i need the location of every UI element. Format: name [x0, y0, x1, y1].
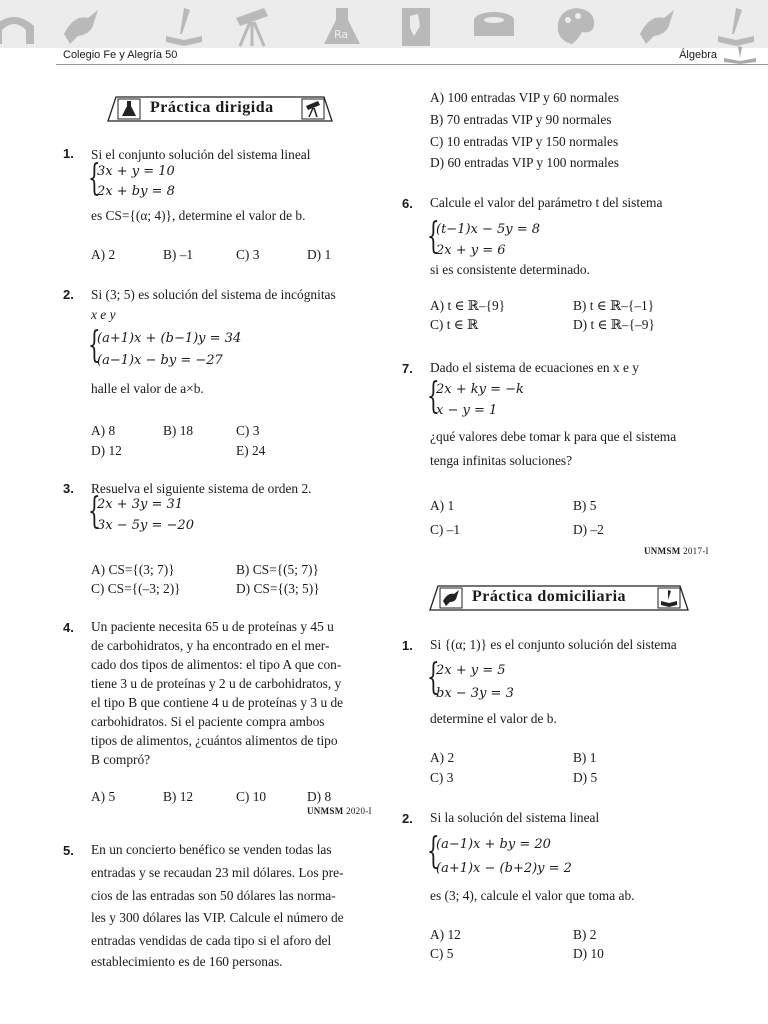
question-number: 2.: [402, 811, 413, 826]
equation-2: bx − 3y = 3: [436, 686, 514, 701]
option-c[interactable]: C) 3: [236, 423, 260, 438]
question-line-2: entradas y se recaudan 23 mil dólares. Los pre-: [91, 865, 344, 880]
option-d[interactable]: D) –2: [573, 522, 604, 537]
question-number: 6.: [402, 196, 413, 211]
option-d[interactable]: D) 8: [307, 789, 332, 804]
telescope-icon: [304, 100, 324, 118]
telescope-icon: [228, 4, 276, 48]
question-tail: si es consistente determinado.: [430, 262, 590, 277]
question-line-3: cios de las entradas son 50 dólares las norma-: [91, 888, 336, 903]
question-number: 3.: [63, 481, 74, 496]
system-brace: {: [427, 831, 440, 872]
option-a[interactable]: A) 12: [430, 927, 461, 942]
question-number: 2.: [63, 287, 74, 302]
stadium-icon: [470, 4, 518, 48]
option-a[interactable]: A) 100 entradas VIP y 60 normales: [430, 90, 619, 105]
subject-name: Álgebra: [679, 49, 717, 61]
equation-1: (a−1)x + by = 20: [436, 837, 551, 852]
system-brace: {: [88, 325, 101, 366]
equation-1: (t−1)x − 5y = 8: [436, 222, 541, 237]
question-tail: halle el valor de a×b.: [91, 381, 204, 396]
system-brace: {: [427, 216, 440, 257]
equation-2: 2x + by = 8: [97, 184, 175, 199]
option-a[interactable]: A) 2: [430, 750, 455, 765]
header-band: [0, 0, 768, 48]
option-b[interactable]: B) 70 entradas VIP y 90 normales: [430, 112, 612, 127]
question-tail: es (3; 4), calcule el valor que toma ab.: [430, 888, 635, 903]
system-brace: {: [88, 158, 101, 199]
equation-1: 3x + y = 10: [97, 164, 175, 179]
option-c[interactable]: C) 10: [236, 789, 267, 804]
question-stem: Dado el sistema de ecuaciones en x e y: [430, 360, 639, 375]
question-line-5: el tipo B que contiene 4 u de proteínas y 3 u de: [91, 695, 344, 710]
option-a[interactable]: A) 2: [91, 247, 116, 262]
question-stem: Si (3; 5) es solución del sistema de incógnitas: [91, 287, 336, 302]
question-line-1: Un paciente necesita 65 u de proteínas y 45 u: [91, 619, 334, 634]
option-c[interactable]: C) 5: [430, 946, 454, 961]
equation-1: 2x + y = 5: [436, 663, 506, 678]
question-number: 7.: [402, 361, 413, 376]
question-stem: Calcule el valor del parámetro t del sistema: [430, 195, 663, 210]
system-brace: {: [427, 657, 440, 698]
option-b[interactable]: B) 12: [163, 789, 194, 804]
option-d[interactable]: D) 10: [573, 946, 604, 961]
question-line-4: les y 300 dólares las VIP. Calcule el número de: [91, 910, 344, 925]
dove-icon: [634, 4, 682, 48]
option-a[interactable]: A) 8: [91, 423, 116, 438]
section-header-dirigida: [106, 94, 334, 124]
section-header-domiciliaria: [428, 583, 690, 613]
question-tail-2: tenga infinitas soluciones?: [430, 453, 573, 468]
dove-icon: [58, 4, 106, 48]
equation-1: 2x + 3y = 31: [97, 497, 184, 512]
book-map-icon: [394, 4, 442, 48]
equation-2: 2x + y = 6: [436, 243, 506, 258]
option-b[interactable]: B) 1: [573, 750, 597, 765]
question-number: 4.: [63, 620, 74, 635]
question-stem: Si el conjunto solución del sistema lineal: [91, 147, 311, 162]
option-b[interactable]: B) 18: [163, 423, 194, 438]
option-b[interactable]: B) –1: [163, 247, 194, 262]
option-c[interactable]: C) 10 entradas VIP y 150 normales: [430, 134, 619, 149]
question-tail: determine el valor de b.: [430, 711, 557, 726]
equation-2: (a+1)x − (b+2)y = 2: [436, 861, 572, 876]
question-line-6: establecimiento es de 160 personas.: [91, 954, 283, 969]
option-a[interactable]: A) t ∈ ℝ–{9}: [430, 298, 506, 313]
question-number: 1.: [63, 146, 74, 161]
equation-1: (a+1)x + (b−1)y = 34: [97, 331, 242, 346]
option-d[interactable]: D) t ∈ ℝ–{–9}: [573, 317, 655, 332]
question-line-7: tipos de alimentos, ¿cuántos alimentos de tipo: [91, 733, 338, 748]
question-line-8: B compró?: [91, 752, 151, 767]
dove-icon: [442, 589, 462, 607]
exam-source: UNMSM 2020-I: [307, 806, 372, 816]
option-c[interactable]: C) –1: [430, 522, 461, 537]
header-rule: [56, 64, 768, 65]
equation-2: (a−1)x − by = −27: [97, 353, 223, 368]
option-c[interactable]: C) 3: [236, 247, 260, 262]
question-line-5: entradas vendidas de cada tipo si el aforo del: [91, 933, 332, 948]
svg-text:Ra: Ra: [334, 28, 349, 41]
option-c[interactable]: C) 3: [430, 770, 454, 785]
option-c[interactable]: C) CS={(–3; 2)}: [91, 581, 181, 596]
option-c[interactable]: C) t ∈ ℝ: [430, 317, 479, 332]
question-number: 5.: [63, 843, 74, 858]
palette-icon: [552, 4, 600, 48]
question-tail: es CS={(α; 4)}, determine el valor de b.: [91, 208, 306, 223]
option-b[interactable]: B) CS={(5; 7)}: [236, 562, 319, 577]
option-b[interactable]: B) 5: [573, 498, 597, 513]
question-stem-cont: x e y: [91, 307, 116, 322]
exam-source: UNMSM 2017-I: [644, 546, 709, 556]
quill-book-icon: [712, 4, 760, 48]
question-line-4: tiene 3 u de proteínas y 2 u de carbohidratos, y: [91, 676, 342, 691]
system-brace: {: [427, 376, 440, 417]
open-book-icon: [720, 44, 760, 64]
option-a[interactable]: A) 5: [91, 789, 116, 804]
equation-2: x − y = 1: [436, 403, 498, 418]
equation-1: 2x + ky = −k: [436, 382, 524, 397]
system-brace: {: [88, 491, 101, 532]
question-tail-1: ¿qué valores debe tomar k para que el sistema: [430, 429, 677, 444]
option-a[interactable]: A) CS={(3; 7)}: [91, 562, 175, 577]
quill-book-icon: [660, 589, 680, 607]
equation-2: 3x − 5y = −20: [97, 518, 194, 533]
quill-book-icon: [160, 4, 208, 48]
flask-icon: [120, 100, 140, 118]
question-line-1: En un concierto benéfico se venden todas las: [91, 842, 332, 857]
option-e[interactable]: E) 24: [236, 443, 266, 458]
question-number: 1.: [402, 638, 413, 653]
option-b[interactable]: B) 2: [573, 927, 597, 942]
option-b[interactable]: B) t ∈ ℝ–{–1}: [573, 298, 655, 313]
school-name: Colegio Fe y Alegría 50: [63, 49, 178, 61]
question-line-2: de carbohidratos, y ha encontrado en el mer-: [91, 638, 330, 653]
option-d[interactable]: D) 5: [573, 770, 598, 785]
flask-icon: [318, 4, 366, 48]
question-line-6: carbohidratos. Si el paciente compra ambos: [91, 714, 325, 729]
question-stem: Si {(α; 1)} es el conjunto solución del sistema: [430, 637, 677, 652]
question-stem: Si la solución del sistema lineal: [430, 810, 600, 825]
option-d[interactable]: D) 12: [91, 443, 122, 458]
question-stem: Resuelva el siguiente sistema de orden 2.: [91, 481, 312, 496]
option-a[interactable]: A) 1: [430, 498, 455, 513]
question-line-3: cado dos tipos de alimentos: el tipo A que con-: [91, 657, 342, 672]
arch-icon: [0, 4, 38, 48]
section-title-dirigida: Práctica dirigida: [150, 99, 274, 116]
option-d[interactable]: D) 60 entradas VIP y 100 normales: [430, 155, 619, 170]
option-d[interactable]: D) CS={(3; 5)}: [236, 581, 320, 596]
section-title-domiciliaria: Práctica domiciliaria: [472, 588, 627, 605]
option-d[interactable]: D) 1: [307, 247, 332, 262]
